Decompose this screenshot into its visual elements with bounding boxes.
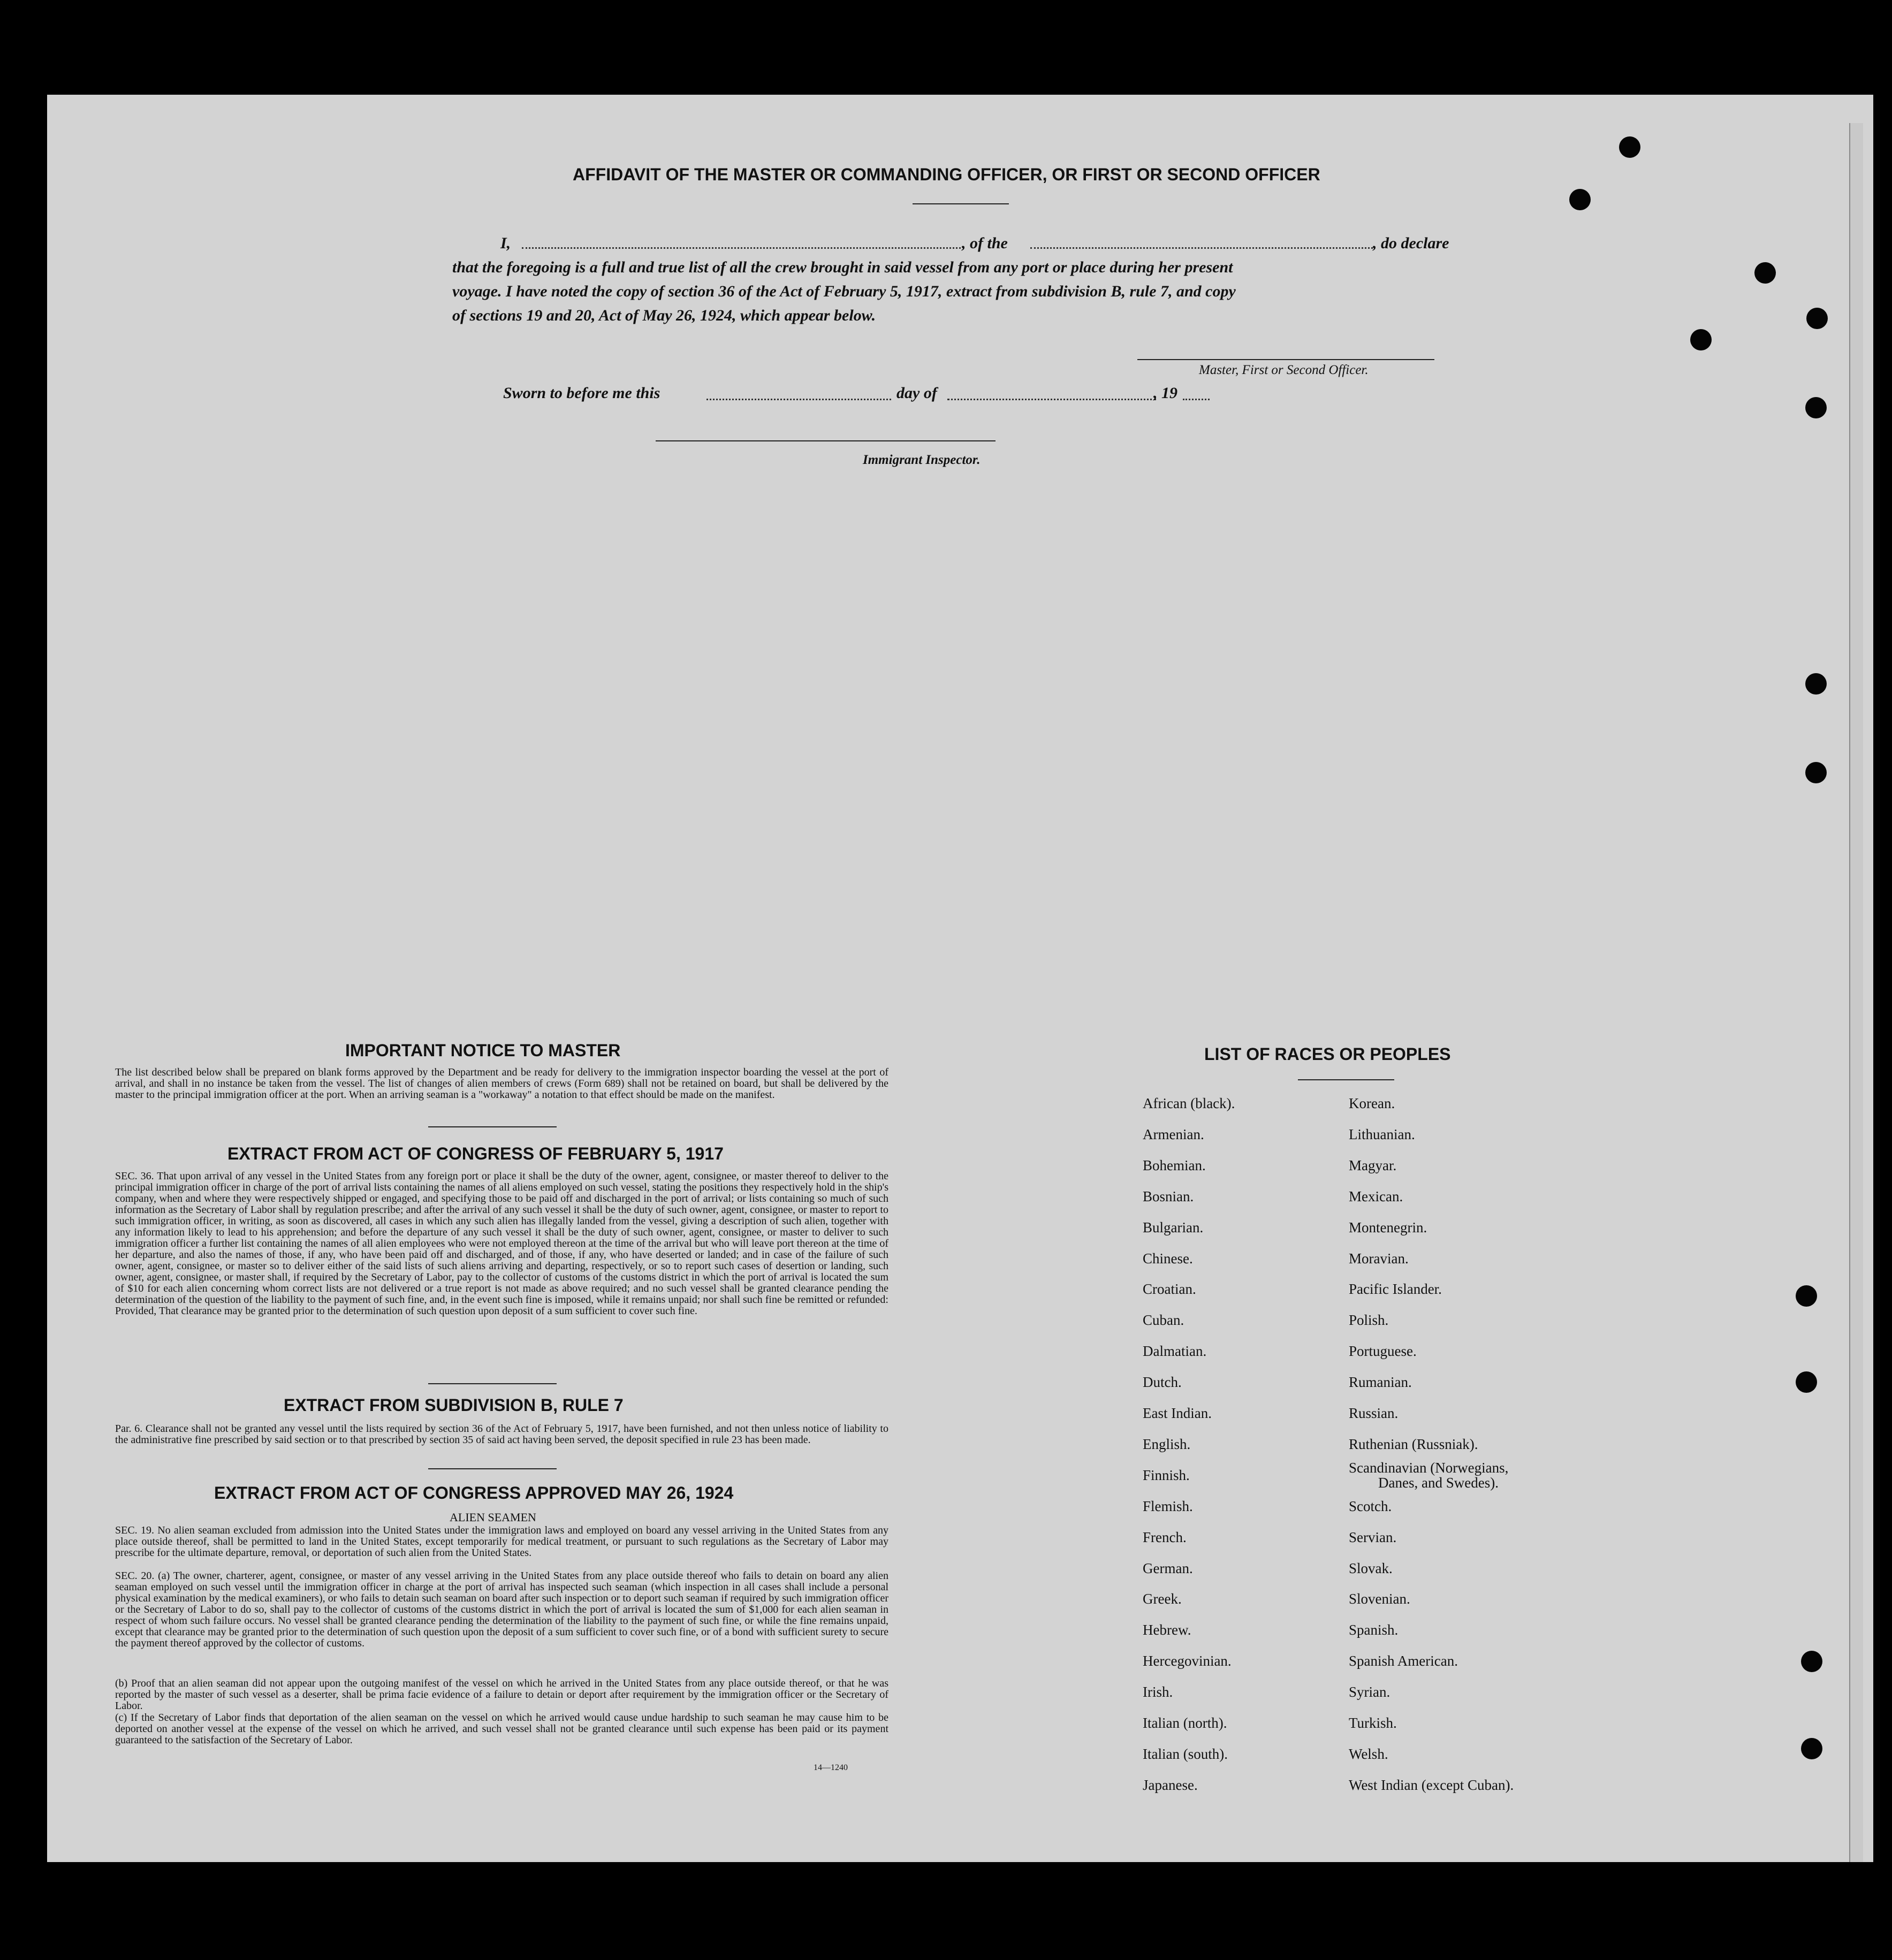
- vessel-name-blank[interactable]: [1030, 247, 1373, 249]
- race-item: Flemish.: [1143, 1498, 1193, 1514]
- race-item: Lithuanian.: [1349, 1126, 1415, 1142]
- affidavit-line-3: voyage. I have noted the copy of section 36 of the Act of February 5, 1917, extract from subdivision B, rule 7, and copy: [452, 283, 1236, 300]
- race-item: Spanish American.: [1349, 1653, 1458, 1669]
- race-item: Hercegovinian.: [1143, 1653, 1232, 1669]
- race-item: Portuguese.: [1349, 1343, 1417, 1359]
- races-title: LIST OF RACES OR PEOPLES: [1204, 1044, 1451, 1064]
- year-prefix: , 19: [1153, 384, 1177, 402]
- punch-hole: [1805, 673, 1827, 695]
- race-item: Italian (north).: [1143, 1715, 1227, 1731]
- extract-1924-subtitle: ALIEN SEAMEN: [450, 1511, 536, 1524]
- race-item: Hebrew.: [1143, 1622, 1191, 1638]
- race-item: Syrian.: [1349, 1684, 1390, 1700]
- master-signature-line[interactable]: [1137, 359, 1434, 360]
- extract-1917-text: SEC. 36. That upon arrival of any vessel in the United States from any foreign port or place it shall be the duty of the owner, agent, consignee, or master thereof to deliver to the principal immigration officer in charge of the port of arrival lists containing the names of all aliens employed on such vessel, stating the positions they respectively hold in the ship's company, when and where they were respectively shipped or engaged, and specifying those to be paid off and discharged in the port of arrival; or lists containing so much of such information as the Secretary of Labor shall by regulation prescribe; and after the arrival of any such vessel it shall be the duty of such owner, agent, consignee, or master to report to such immigration officer, in writing, as soon as discovered, all cases in which any such alien has illegally landed from the vessel, giving a description of such alien, together with any information likely to lead to his apprehension; and before the departure of any such vessel it shall be the duty of such owner, agent, consignee, or master to deliver to such immigration officer a further list containing the names of all alien employees who were not employed thereon at the time of the arrival but who will leave port thereon at the time of her departure, and also the names of those, if any, who have been paid off and discharged, and of those, if any, who have deserted or landed; and in case of the failure of such owner, agent, consignee, or master so to deliver either of the said lists of such aliens arriving and departing, respectively, or so to report such cases of desertion or landing, such owner, agent, consignee, or master shall, if required by the Secretary of Labor, pay to the collector of customs of the customs district in which the port of arrival is located the sum of $10 for each alien concerning whom correct lists are not delivered or a true report is not made as above required; and no such vessel shall be granted clearance pending the determination of the question of the liability to the payment of such fine, and, in the event such fine is imposed, while it remains unpaid; nor shall such fine be remitted or refunded: Provided, That clearance may be granted prior to the determination of such question upon deposit of a sum sufficient to cover such fine.: [115, 1170, 888, 1317]
- notice-text: The list described below shall be prepared on blank forms approved by the Department and be ready for delivery to the immigration inspector boarding the vessel at the port of arrival, and shall in no instance be taken from the vessel. The list of changes of alien members of crews (Form 689) shall not be retained on board, but shall be delivered by the master to the principal immigration officer at the port. When an arriving seaman is a "workaway" a notation to that effect should be made on the manifest.: [115, 1066, 888, 1101]
- underlying-page-edge: [1849, 123, 1863, 1862]
- race-item-continuation: Danes, and Swedes).: [1378, 1475, 1499, 1491]
- race-item: Welsh.: [1349, 1746, 1388, 1762]
- declarant-name-blank[interactable]: [522, 247, 961, 249]
- race-item: German.: [1143, 1560, 1193, 1576]
- race-item: Russian.: [1349, 1405, 1399, 1421]
- punch-hole: [1805, 762, 1827, 783]
- race-item: Korean.: [1349, 1095, 1395, 1111]
- race-item: Bohemian.: [1143, 1157, 1206, 1173]
- race-item: Bosnian.: [1143, 1188, 1194, 1204]
- race-item: Italian (south).: [1143, 1746, 1228, 1762]
- race-item: African (black).: [1143, 1095, 1235, 1111]
- sec20c-text: (c) If the Secretary of Labor finds that deportation of the alien seaman on the vessel on which he arrived would cause undue hardship to such seaman he may cause him to be deported on another vessel at the expense of the vessel on which he arrived, and such vessel shall not be granted clearance until such expense has been paid or its payment guaranteed to the satisfaction of the Secretary of Labor.: [115, 1712, 888, 1746]
- extract-1924-title: EXTRACT FROM ACT OF CONGRESS APPROVED MAY 26, 1924: [214, 1483, 734, 1503]
- race-item: Turkish.: [1349, 1715, 1397, 1731]
- punch-hole: [1801, 1738, 1822, 1759]
- notice-title: IMPORTANT NOTICE TO MASTER: [345, 1041, 621, 1060]
- punch-hole: [1619, 136, 1640, 158]
- punch-hole: [1754, 262, 1776, 284]
- punch-hole: [1796, 1371, 1817, 1393]
- race-item: Armenian.: [1143, 1126, 1204, 1142]
- extract-1917-title: EXTRACT FROM ACT OF CONGRESS OF FEBRUARY 5, 1917: [227, 1144, 724, 1163]
- race-item: Japanese.: [1143, 1777, 1198, 1793]
- title-divider: [913, 203, 1009, 204]
- race-item: Scandinavian (Norwegians,: [1349, 1460, 1509, 1476]
- rule7-text: Par. 6. Clearance shall not be granted any vessel until the lists required by section 36 of the Act of February 5, 1917, have been furnished, and not then unless notice of liability to the administrative fine prescribed by said section or to that prescribed by section 35 of said act having been served, the deposit specified in rule 23 has been made.: [115, 1423, 888, 1446]
- race-item: Irish.: [1143, 1684, 1173, 1700]
- affidavit-line-2: that the foregoing is a full and true list of all the crew brought in said vessel from any port or place during her present: [452, 258, 1233, 276]
- extract-1917-divider: [428, 1383, 557, 1384]
- race-item: Dutch.: [1143, 1374, 1182, 1390]
- race-item: Polish.: [1349, 1312, 1389, 1328]
- race-item: Greek.: [1143, 1591, 1182, 1607]
- form-number: 14—1240: [814, 1763, 848, 1772]
- race-item: Chinese.: [1143, 1250, 1193, 1267]
- notice-divider: [428, 1126, 557, 1127]
- punch-hole: [1796, 1285, 1817, 1307]
- race-item: Pacific Islander.: [1349, 1281, 1442, 1297]
- sworn-text: Sworn to before me this: [503, 384, 660, 402]
- sec20a-text: SEC. 20. (a) The owner, charterer, agent, consignee, or master of any vessel arriving in the United States from any place outside thereof who fails to detain on board any alien seaman employed on such vessel until the immigration officer in charge at the port of arrival has inspected such seaman (which inspection in all cases shall include a personal physical examination by the medical examiners), or who fails to detain such seaman on board after such inspection or to deport such seaman if required by such immigration officer or the Secretary of Labor to do so, shall pay to the collector of customs of the customs district in which the port of arrival is located the sum of $1,000 for each alien seaman in respect of whom such failure occurs. No vessel shall be granted clearance pending the determination of the liability to the payment of such fine, or while the fine remains unpaid, except that clearance may be granted prior to the determination of such question upon the deposit of a sum sufficient to cover such fine, or of a bond with sufficient surety to secure the payment thereof approved by the collector of customs.: [115, 1570, 888, 1649]
- inspector-signature-line[interactable]: [656, 440, 996, 441]
- race-item: Rumanian.: [1349, 1374, 1412, 1390]
- punch-hole: [1690, 329, 1712, 350]
- race-item: Slovak.: [1349, 1560, 1393, 1576]
- sec19-text: SEC. 19. No alien seaman excluded from admission into the United States under the immigration laws and employed on board any vessel arriving in the United States from any place outside thereof, shall be permitted to land in the United States, except temporarily for medical treatment, or pursuant to such regulations as the Secretary of Labor may prescribe for the ultimate departure, removal, or deportation of such alien from the United States.: [115, 1524, 888, 1559]
- affidavit-of-the: , of the: [962, 234, 1008, 252]
- race-item: Dalmatian.: [1143, 1343, 1207, 1359]
- race-item: Ruthenian (Russniak).: [1349, 1436, 1478, 1452]
- race-item: West Indian (except Cuban).: [1349, 1777, 1514, 1793]
- race-item: Finnish.: [1143, 1467, 1190, 1483]
- race-item: Moravian.: [1349, 1250, 1409, 1267]
- affidavit-title: AFFIDAVIT OF THE MASTER OR COMMANDING OFFICER, OR FIRST OR SECOND OFFICER: [573, 165, 1320, 184]
- race-item: Bulgarian.: [1143, 1219, 1204, 1236]
- punch-hole: [1805, 397, 1827, 418]
- race-item: East Indian.: [1143, 1405, 1212, 1421]
- affidavit-i: I,: [500, 234, 511, 252]
- day-of-text: day of: [896, 384, 937, 402]
- affidavit-do-declare: , do declare: [1373, 234, 1449, 252]
- sworn-month-blank[interactable]: [947, 399, 1156, 400]
- race-item: Spanish.: [1349, 1622, 1399, 1638]
- affidavit-line-4: of sections 19 and 20, Act of May 26, 1924, which appear below.: [452, 307, 876, 324]
- sworn-year-blank[interactable]: [1183, 399, 1210, 400]
- race-item: Slovenian.: [1349, 1591, 1410, 1607]
- races-divider: [1298, 1079, 1394, 1080]
- rule7-title: EXTRACT FROM SUBDIVISION B, RULE 7: [284, 1395, 624, 1415]
- race-item: Scotch.: [1349, 1498, 1392, 1514]
- race-item: Cuban.: [1143, 1312, 1184, 1328]
- race-item: Magyar.: [1349, 1157, 1397, 1173]
- race-item: Servian.: [1349, 1529, 1397, 1545]
- master-signature-label: Master, First or Second Officer.: [1199, 363, 1369, 377]
- race-item: Mexican.: [1349, 1188, 1403, 1204]
- rule7-divider: [428, 1468, 557, 1469]
- punch-hole: [1806, 308, 1828, 329]
- race-item: French.: [1143, 1529, 1187, 1545]
- sec20b-text: (b) Proof that an alien seaman did not appear upon the outgoing manifest of the vessel on which he arrived in the United States from any place outside thereof, or that he was reported by the master of such vessel as a deserter, shall be prima facie evidence of a failure to detain or deport after requirement by the immigration officer or the Secretary of Labor.: [115, 1677, 888, 1712]
- punch-hole: [1569, 189, 1591, 210]
- punch-hole: [1801, 1651, 1822, 1672]
- race-item: Montenegrin.: [1349, 1219, 1427, 1236]
- inspector-signature-label: Immigrant Inspector.: [863, 453, 981, 467]
- sworn-day-blank[interactable]: [706, 399, 891, 400]
- race-item: Croatian.: [1143, 1281, 1196, 1297]
- race-item: English.: [1143, 1436, 1191, 1452]
